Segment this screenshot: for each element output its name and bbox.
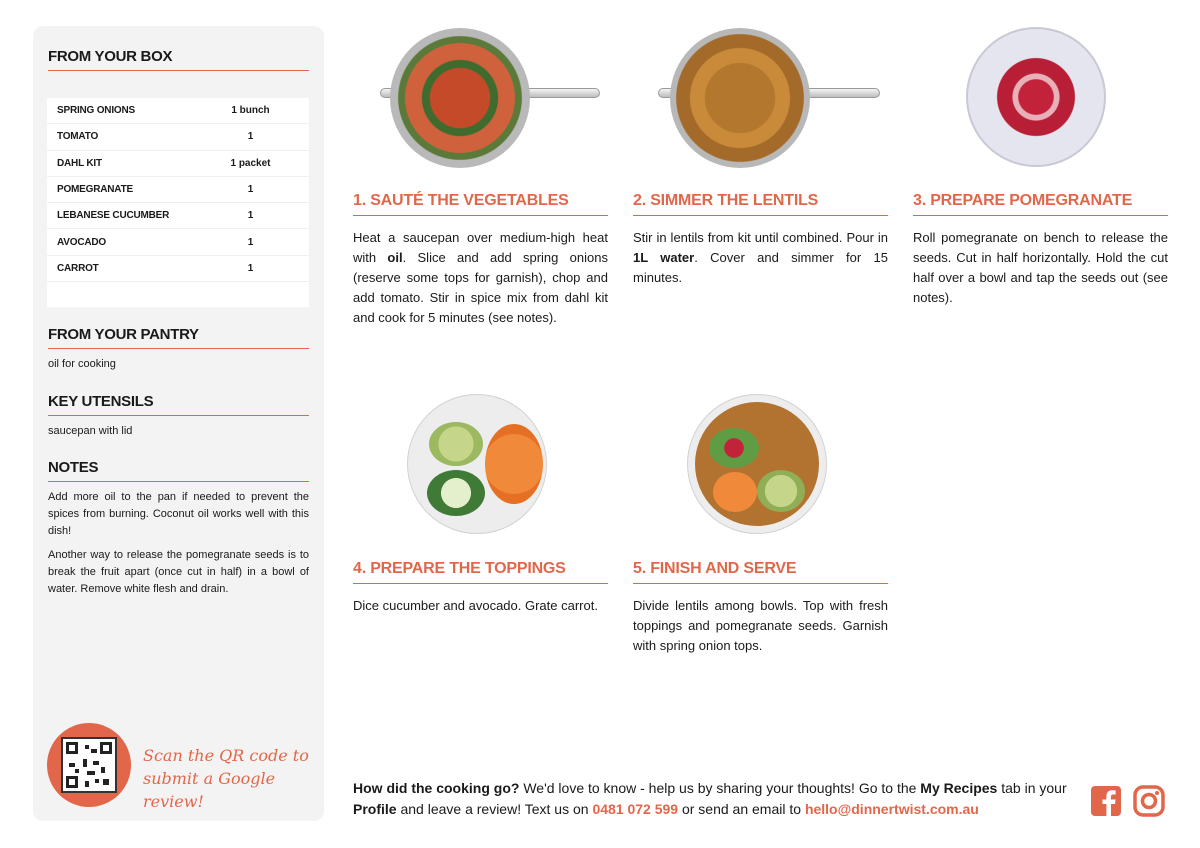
ingredient-qty: 1 xyxy=(247,236,254,248)
step-5 xyxy=(633,560,888,656)
instagram-icon[interactable] xyxy=(1133,785,1165,817)
table-row xyxy=(47,229,309,255)
note-paragraph: Add more oil to the pan if needed to prevent the spices from burning. Coconut oil works well with this dish! xyxy=(48,491,309,537)
notes-section-title: NOTES xyxy=(48,459,309,482)
step-2 xyxy=(633,192,888,288)
step-title: 1. SAUTÉ THE VEGETABLES xyxy=(353,192,608,216)
step-title: 5. FINISH AND SERVE xyxy=(633,560,888,584)
ingredient-qty: 1 xyxy=(247,262,254,274)
step-1-photo xyxy=(380,26,600,170)
step-5-photo xyxy=(687,394,827,534)
step-text: Heat a saucepan over medium-high heat with oil. Slice and add spring onions (reserve some tops for garnish), chop and add tomato. Stir in spice mix from dahl kit and cook for 5 minutes (see notes). xyxy=(353,230,608,325)
step-3 xyxy=(913,192,1168,308)
utensils-text: saucepan with lid xyxy=(48,425,133,437)
step-3-photo xyxy=(966,27,1106,167)
ingredient-name: LEBANESE CUCUMBER xyxy=(57,210,170,222)
pantry-text: oil for cooking xyxy=(48,358,116,370)
table-row xyxy=(47,256,309,282)
step-1 xyxy=(353,192,608,328)
step-4-photo xyxy=(407,394,547,534)
step-title: 2. SIMMER THE LENTILS xyxy=(633,192,888,216)
ingredient-name: TOMATO xyxy=(57,131,99,143)
table-row xyxy=(47,177,309,203)
ingredient-qty: 1 xyxy=(247,210,254,222)
ingredient-qty: 1 bunch xyxy=(231,105,270,117)
ingredient-name: SPRING ONIONS xyxy=(57,105,135,117)
phone-link[interactable]: 0481 072 599 xyxy=(592,801,679,817)
ingredient-name: AVOCADO xyxy=(57,236,106,248)
box-ingredients-table xyxy=(47,98,309,307)
note-paragraph: Another way to release the pomegranate seeds is to break the fruit apart (once cut in half) in a bowl of water. Remove white flesh and drain. xyxy=(48,549,309,595)
table-row xyxy=(47,98,309,124)
ingredient-name: DAHL KIT xyxy=(57,157,102,169)
qr-caption: Scan the QR code to submit a Google review! xyxy=(143,746,309,811)
step-text: Roll pomegranate on bench to release the seeds. Cut in half horizontally. Hold the cut half over a bowl and tap the seeds out (see notes). xyxy=(913,230,1168,305)
step-title: 3. PREPARE POMEGRANATE xyxy=(913,192,1168,216)
table-row xyxy=(47,203,309,229)
facebook-icon[interactable] xyxy=(1090,785,1122,817)
step-text: Divide lentils among bowls. Top with fresh toppings and pomegranate seeds. Garnish with spring onion tops. xyxy=(633,598,888,653)
box-section-title: FROM YOUR BOX xyxy=(48,48,309,71)
qr-code-icon[interactable] xyxy=(61,737,117,793)
step-text: Stir in lentils from kit until combined. Pour in 1L water. Cover and simmer for 15 minutes. xyxy=(633,230,888,285)
ingredient-name: POMEGRANATE xyxy=(57,184,133,196)
ingredients-sidebar xyxy=(33,26,324,821)
pantry-section-title: FROM YOUR PANTRY xyxy=(48,326,309,349)
step-4 xyxy=(353,560,608,616)
review-prompt: How did the cooking go? We'd love to know - help us by sharing your thoughts! Go to the My Recipes tab in your Profile and leave a review! Text us on 0481 072 599 or send an email to hello@dinnertwist.com.au xyxy=(353,780,1067,817)
qr-badge xyxy=(47,723,131,807)
table-row xyxy=(47,124,309,150)
ingredient-qty: 1 xyxy=(247,184,254,196)
step-text: Dice cucumber and avocado. Grate carrot. xyxy=(353,598,598,613)
step-title: 4. PREPARE THE TOPPINGS xyxy=(353,560,608,584)
step-2-photo xyxy=(658,26,880,170)
table-row xyxy=(47,151,309,177)
ingredient-name: CARROT xyxy=(57,262,99,274)
email-link[interactable]: hello@dinnertwist.com.au xyxy=(804,801,979,817)
ingredient-qty: 1 xyxy=(247,131,254,143)
ingredient-qty: 1 packet xyxy=(230,157,271,169)
utensils-section-title: KEY UTENSILS xyxy=(48,393,309,416)
